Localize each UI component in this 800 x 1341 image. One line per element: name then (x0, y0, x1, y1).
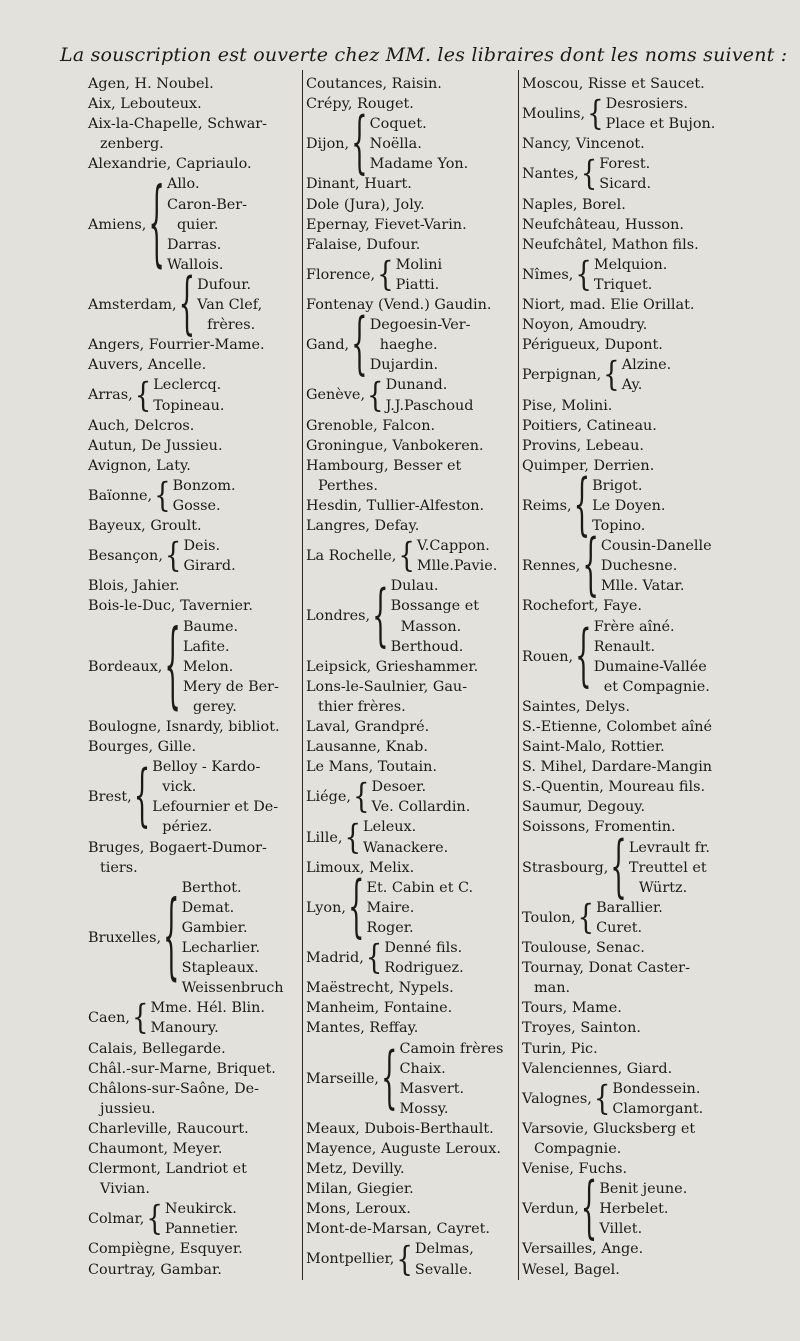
brace-icon: { (573, 467, 591, 546)
bookseller: Cousin-Danelle (600, 538, 712, 555)
brace-icon: { (582, 527, 599, 606)
page-header: La souscription est ouverte chez MM. les libraires dont les noms suivent : (60, 44, 788, 66)
entry-rochefort: Rochefort, Faye. (522, 598, 642, 615)
entry-dijon (306, 105, 518, 184)
entry-milan: Milan, Giegier. (306, 1181, 414, 1198)
bookseller: Ve. Collardin. (371, 799, 471, 816)
entry-line: Compagnie. (534, 1140, 622, 1157)
bookseller: Dumaine-Vallée (593, 658, 707, 675)
entry-crepy: Crépy, Rouget. (306, 96, 414, 113)
entry-calais: Calais, Bellegarde. (88, 1040, 226, 1057)
bookseller: Le Doyen. (592, 497, 666, 514)
entry-londres (306, 576, 518, 656)
entry-le-mans: Le Mans, Toutain. (306, 759, 437, 776)
city-name: Londres, (306, 608, 371, 625)
bookseller: Demat. (181, 899, 235, 916)
entry-charleville: Charleville, Raucourt. (88, 1120, 249, 1137)
entry-s-mihel: S. Mihel, Dardare-Mangin (522, 759, 713, 776)
bookseller: Girard. (183, 558, 236, 575)
bookseller: Mlle. Vatar. (600, 578, 685, 595)
brace-icon: { (178, 266, 196, 345)
entry-maestrecht: Maëstrecht, Nypels. (306, 980, 454, 997)
city-name: Genève, (306, 387, 366, 404)
brace-icon: { (381, 1039, 398, 1118)
bookseller: Melon. (182, 658, 234, 675)
entry-epernay: Epernay, Fievet-Varin. (306, 216, 467, 233)
brace-icon: { (131, 998, 149, 1038)
entry-manheim: Manheim, Fontaine. (306, 1000, 453, 1017)
entry-dinant: Dinant, Huart. (306, 176, 412, 193)
brace-icon: { (575, 255, 592, 295)
brace-icon: { (351, 105, 368, 184)
bookseller: Lefournier et De- (152, 799, 279, 816)
city-name: Marseille, (306, 1070, 379, 1087)
brace-icon: { (398, 536, 415, 576)
entry-bordeaux (88, 612, 302, 721)
bookseller: Topineau. (153, 397, 225, 414)
city-name: Nîmes, (522, 266, 574, 283)
entry-arras (88, 375, 302, 415)
brace-icon: { (164, 536, 182, 576)
bookseller: Barallier. (596, 899, 663, 916)
bookseller: Benit jeune. (599, 1181, 688, 1198)
bookseller: Dujardin. (369, 357, 439, 374)
city-name: Valognes, (522, 1090, 592, 1107)
bookseller: périez. (162, 819, 213, 836)
entry-niort: Niort, mad. Elie Orillat. (522, 297, 695, 314)
bookseller: Gambier. (181, 919, 248, 936)
entry-courtray: Courtray, Gambar. (88, 1261, 222, 1278)
bookseller: et Compagnie. (603, 678, 710, 695)
brace-icon: { (396, 1240, 413, 1280)
bookseller: Berthot. (181, 879, 242, 896)
entry-line: zenberg. (100, 136, 164, 153)
entry-pise: Pise, Molini. (522, 397, 613, 414)
entry-saumur: Saumur, Degouy. (522, 799, 646, 816)
brace-icon: { (580, 154, 598, 194)
entry-marseille (306, 1039, 518, 1119)
city-name: Perpignan, (522, 367, 602, 384)
bookseller: Mme. Hél. Blin. (150, 1000, 265, 1017)
entry-groningue: Groningue, Vanbokeren. (306, 437, 484, 454)
bookseller: Melquion. (593, 256, 668, 273)
brace-icon: { (580, 1170, 598, 1249)
bookseller: Treuttel et (628, 859, 707, 876)
bookseller: Mossy. (399, 1100, 449, 1117)
entry-autun: Autun, De Jussieu. (88, 437, 223, 454)
bookseller: Darras. (166, 236, 222, 253)
entry-metz: Metz, Devilly. (306, 1161, 405, 1178)
bookseller: Noëlla. (369, 136, 422, 153)
bookseller: Leclercq. (153, 377, 222, 394)
bookseller: gerey. (192, 698, 237, 715)
bookseller: Duchesne. (600, 558, 678, 575)
entry-laval: Laval, Grandpré. (306, 719, 430, 735)
city-name: Lyon, (306, 899, 346, 916)
entry-naples: Naples, Borel. (522, 196, 626, 213)
entry-perpignan (522, 355, 754, 395)
entry-limoux: Limoux, Melix. (306, 859, 415, 876)
entry-chalons-marne: Châl.-sur-Marne, Briquet. (88, 1060, 276, 1077)
bookseller: Lecharlier. (181, 940, 261, 957)
bookseller: V.Cappon. (416, 538, 490, 555)
entry-wesel: Wesel, Bagel. (522, 1261, 620, 1278)
entry-valenciennes: Valenciennes, Giard. (522, 1060, 673, 1077)
entry-st-etienne: S.-Etienne, Colombet aîné (522, 719, 713, 735)
entry-line: Lons-le-Saulnier, Gau- (306, 678, 468, 695)
bookseller: Herbelet. (599, 1201, 669, 1218)
city-name: Reims, (522, 497, 572, 514)
bookseller: Baume. (182, 618, 239, 635)
entry-line: Varsovie, Glucksberg et (522, 1120, 696, 1137)
entry-geneve (306, 375, 518, 415)
bookseller: Bossange et (390, 598, 480, 615)
bookseller: Curet. (596, 919, 643, 936)
brace-icon: { (154, 476, 171, 516)
entry-meaux: Meaux, Dubois-Berthault. (306, 1120, 494, 1137)
entry-besancon (88, 536, 302, 576)
bookseller: Delmas, (414, 1241, 474, 1258)
entry-avignon: Avignon, Laty. (88, 457, 191, 474)
brace-icon: { (146, 1199, 163, 1239)
entry-toulouse: Toulouse, Senac. (522, 940, 645, 957)
bookseller: Wanackere. (363, 839, 449, 856)
entry-line: jussieu. (100, 1100, 156, 1117)
entry-aix-la-chapelle (88, 114, 302, 154)
entry-lille (306, 817, 518, 857)
entry-poitiers: Poitiers, Catineau. (522, 417, 657, 434)
bookseller: Sicard. (599, 176, 652, 193)
entry-s-quentin: S.-Quentin, Moureau fils. (522, 779, 706, 796)
bookseller: Leleux. (363, 819, 417, 836)
brace-icon: { (377, 255, 394, 295)
bookseller: Bondessein. (612, 1080, 701, 1097)
bookseller: Frère aîné. (593, 618, 675, 635)
column-3 (522, 74, 754, 1278)
entry-bruges (88, 838, 302, 878)
bookseller: Belloy - Kardo- (152, 759, 261, 776)
city-name: Strasbourg, (522, 859, 609, 876)
entry-montpellier (306, 1239, 518, 1279)
brace-icon: { (163, 884, 180, 993)
entry-saintes: Saintes, Delys. (522, 698, 630, 715)
bookseller: Et. Cabin et C. (366, 879, 474, 896)
city-name: Toulon, (522, 909, 576, 926)
bookseller: Ay. (621, 377, 643, 394)
entry-mayence: Mayence, Auguste Leroux. (306, 1140, 501, 1157)
bookseller: Dufour. (197, 276, 252, 293)
bookseller: Lafite. (182, 638, 230, 655)
entry-alexandrie: Alexandrie, Capriaulo. (88, 156, 252, 173)
entry-provins: Provins, Lebeau. (522, 437, 644, 454)
entry-reims (522, 467, 754, 546)
entry-baionne (88, 476, 302, 516)
entry-liege (306, 777, 518, 817)
bookseller: haeghe. (379, 337, 438, 354)
entry-line: Bruges, Bogaert-Dumor- (88, 839, 267, 856)
bookseller: Wallois. (166, 256, 224, 273)
bookseller: Desoer. (371, 779, 427, 796)
entry-madrid (306, 938, 518, 978)
brace-icon: { (593, 1079, 611, 1119)
bookseller: Forest. (599, 156, 651, 173)
city-name: Moulins, (522, 106, 586, 123)
brace-icon: { (133, 758, 151, 837)
entry-boulogne: Boulogne, Isnardy, bibliot. (88, 719, 280, 735)
entry-versailles: Versailles, Ange. (522, 1241, 644, 1258)
entry-tours: Tours, Mame. (522, 1000, 622, 1017)
entry-rennes (522, 527, 754, 606)
entry-neufchateau: Neufchâteau, Husson. (522, 216, 685, 233)
entry-hesdin: Hesdin, Tullier-Alfeston. (306, 497, 485, 514)
bookseller: Van Clef, (197, 297, 263, 314)
brace-icon: { (344, 818, 362, 858)
bookseller: Dulau. (390, 578, 439, 595)
entry-moscou: Moscou, Risse et Saucet. (522, 76, 705, 92)
city-name: Dijon, (306, 136, 350, 153)
brace-icon: { (577, 898, 595, 938)
brace-icon: { (134, 376, 152, 415)
entry-bourges: Bourges, Gille. (88, 739, 197, 756)
entry-colmar (88, 1199, 302, 1239)
entry-neufchatel: Neufchâtel, Mathon fils. (522, 236, 699, 253)
entry-tournay (522, 958, 754, 998)
bookseller: Brigot. (592, 477, 643, 494)
entry-lausanne: Lausanne, Knab. (306, 739, 428, 756)
city-name: Arras, (88, 387, 133, 404)
city-name: Amiens, (88, 216, 147, 233)
city-name: Bruxelles, (88, 929, 162, 946)
bookseller: Würtz. (638, 879, 688, 896)
brace-icon: { (610, 828, 627, 907)
entry-troyes: Troyes, Sainton. (522, 1020, 641, 1037)
entry-venise: Venise, Fuchs. (522, 1161, 628, 1178)
bookseller: Bonzom. (172, 477, 236, 494)
bookseller: Degoesin-Ver- (369, 317, 471, 334)
entry-amiens (88, 170, 302, 279)
entry-nantes (522, 154, 754, 194)
bookseller: Triquet. (593, 276, 653, 293)
entry-florence (306, 255, 518, 295)
entry-angers: Angers, Fourrier-Mame. (88, 337, 265, 354)
brace-icon: { (365, 938, 383, 978)
entry-line: Châlons-sur-Saône, De- (88, 1080, 259, 1097)
bookseller: Camoin frères (399, 1040, 504, 1057)
bookseller: Sevalle. (414, 1261, 473, 1278)
bookseller: Masson. (400, 618, 462, 635)
entry-perigueux: Périgueux, Dupont. (522, 337, 663, 354)
entry-noyon: Noyon, Amoudry. (522, 317, 648, 334)
bookseller: Chaix. (399, 1060, 446, 1077)
bookseller: Caron-Ber- (166, 196, 248, 213)
entry-auch: Auch, Delcros. (88, 417, 195, 434)
entry-lyon (306, 868, 518, 947)
entry-aix: Aix, Lebouteux. (88, 96, 202, 113)
bookseller: Clamorgant. (612, 1100, 704, 1117)
bookseller: Piatti. (395, 276, 440, 293)
brace-icon: { (372, 577, 389, 656)
brace-icon: { (347, 868, 365, 947)
bookseller: Deis. (183, 538, 221, 555)
column-rule (302, 70, 303, 1280)
brace-icon: { (164, 612, 181, 721)
bookseller: Manoury. (150, 1020, 219, 1037)
entry-leipsick: Leipsick, Grieshammer. (306, 658, 479, 675)
bookseller: Masvert. (399, 1080, 465, 1097)
entry-strasbourg (522, 828, 754, 907)
bookseller: Coquet. (369, 116, 427, 133)
bookseller: Levrault fr. (628, 839, 710, 856)
city-name: Amsterdam, (88, 297, 177, 314)
city-name: Rouen, (522, 648, 574, 665)
entry-line: Perthes. (318, 477, 378, 494)
entry-toulon (522, 898, 754, 938)
entry-line: tiers. (100, 859, 138, 876)
city-name: Besançon, (88, 548, 163, 565)
entry-varsovie (522, 1119, 754, 1159)
entry-agen: Agen, H. Noubel. (88, 76, 214, 92)
bookseller: Mlle.Pavie. (416, 558, 498, 575)
entry-line: man. (534, 980, 571, 997)
entry-caen (88, 998, 302, 1038)
city-name: Madrid, (306, 950, 364, 967)
bookseller: Allo. (166, 176, 200, 193)
entry-auvers: Auvers, Ancelle. (88, 357, 207, 374)
entry-nancy: Nancy, Vincenot. (522, 136, 645, 153)
bookseller: Dunand. (385, 377, 448, 394)
entry-la-rochelle (306, 536, 518, 576)
entry-chalons-saone (88, 1079, 302, 1119)
column-rule (518, 70, 519, 1280)
entry-compiegne: Compiègne, Esquyer. (88, 1241, 243, 1258)
entry-falaise: Falaise, Dufour. (306, 236, 421, 253)
bookseller: Berthoud. (390, 638, 464, 655)
entry-soissons: Soissons, Fromentin. (522, 819, 676, 836)
entry-line: Clermont, Landriot et (88, 1161, 247, 1178)
city-name: Liége, (306, 789, 351, 806)
bookseller: quier. (176, 216, 219, 233)
entry-verdun (522, 1170, 754, 1249)
entry-line: thier frères. (318, 698, 406, 715)
bookseller: Gosse. (172, 497, 221, 514)
bookseller: Mery de Ber- (182, 678, 279, 695)
city-name: Caen, (88, 1010, 130, 1027)
column-1 (88, 74, 302, 1278)
entry-bois-le-duc: Bois-le-Duc, Tavernier. (88, 598, 253, 615)
bookseller: Neukirck. (164, 1201, 237, 1218)
entry-gand (306, 306, 518, 385)
entry-blois: Blois, Jahier. (88, 578, 180, 595)
entry-mons: Mons, Leroux. (306, 1201, 411, 1218)
bookseller: Weissenbruch (181, 980, 284, 997)
entry-clermont (88, 1159, 302, 1199)
bookseller: Alzine. (621, 357, 672, 374)
city-name: Verdun, (522, 1201, 579, 1218)
entry-grenoble: Grenoble, Falcon. (306, 417, 436, 434)
bookseller: Madame Yon. (369, 156, 469, 173)
entry-nimes (522, 255, 754, 295)
bookseller: Villet. (599, 1221, 643, 1238)
entry-brest (88, 757, 302, 837)
column-2 (306, 74, 518, 1280)
bookseller: vick. (162, 779, 197, 796)
bookseller: Topino. (592, 518, 646, 535)
entry-mont-de-marsan: Mont-de-Marsan, Cayret. (306, 1221, 490, 1238)
brace-icon: { (575, 617, 592, 696)
bookseller: Place et Bujon. (605, 116, 716, 133)
entry-saint-malo: Saint-Malo, Rottier. (522, 739, 665, 756)
entry-line: Aix-la-Chapelle, Schwar- (88, 116, 268, 133)
bookseller: Stapleaux. (181, 960, 259, 977)
bookseller: Maire. (366, 899, 415, 916)
bookseller: Pannetier. (164, 1221, 239, 1238)
city-name: Baïonne, (88, 487, 153, 504)
entry-fontenay: Fontenay (Vend.) Gaudin. (306, 297, 492, 314)
city-name: Bordeaux, (88, 658, 163, 675)
city-name: Rennes, (522, 558, 581, 575)
city-name: Florence, (306, 266, 376, 283)
city-name: Lille, (306, 829, 343, 846)
entry-lons-le-saulnier (306, 677, 518, 717)
entry-line: Hambourg, Besser et (306, 457, 462, 474)
city-name: Nantes, (522, 166, 579, 183)
entry-quimper: Quimper, Derrien. (522, 457, 655, 474)
brace-icon: { (351, 306, 368, 385)
entry-turin: Turin, Pic. (522, 1040, 598, 1057)
entry-bayeux: Bayeux, Groult. (88, 518, 202, 535)
city-name: Brest, (88, 789, 132, 806)
entry-amsterdam (88, 266, 302, 345)
bookseller: Desrosiers. (605, 96, 688, 113)
bookseller: frères. (207, 317, 256, 334)
city-name: Montpellier, (306, 1251, 395, 1268)
city-name: La Rochelle, (306, 548, 397, 565)
entry-hambourg (306, 456, 518, 496)
brace-icon: { (148, 170, 165, 279)
entry-bruxelles (88, 878, 302, 999)
brace-icon: { (587, 94, 604, 134)
entry-line: Vivian. (100, 1181, 150, 1198)
entry-chaumont: Chaumont, Meyer. (88, 1140, 223, 1157)
entry-rouen (522, 617, 754, 697)
entry-mantes: Mantes, Reffay. (306, 1020, 419, 1037)
entry-valognes (522, 1079, 754, 1119)
entry-coutances: Coutances, Raisin. (306, 76, 442, 92)
entry-line: Tournay, Donat Caster- (522, 960, 690, 977)
brace-icon: { (352, 777, 370, 817)
entry-langres: Langres, Defay. (306, 518, 420, 535)
brace-icon: { (367, 376, 384, 415)
city-name: Colmar, (88, 1211, 145, 1228)
bookseller: J.J.Paschoud (385, 397, 474, 414)
bookseller: Molini (395, 256, 443, 273)
entry-dole: Dole (Jura), Joly. (306, 196, 425, 213)
city-name: Gand, (306, 337, 350, 354)
entry-moulins (522, 94, 754, 134)
brace-icon: { (603, 355, 620, 395)
bookseller: Rodriguez. (384, 960, 464, 977)
bookseller: Roger. (366, 919, 414, 936)
bookseller: Denné fils. (384, 940, 463, 957)
bookseller: Renault. (593, 638, 656, 655)
